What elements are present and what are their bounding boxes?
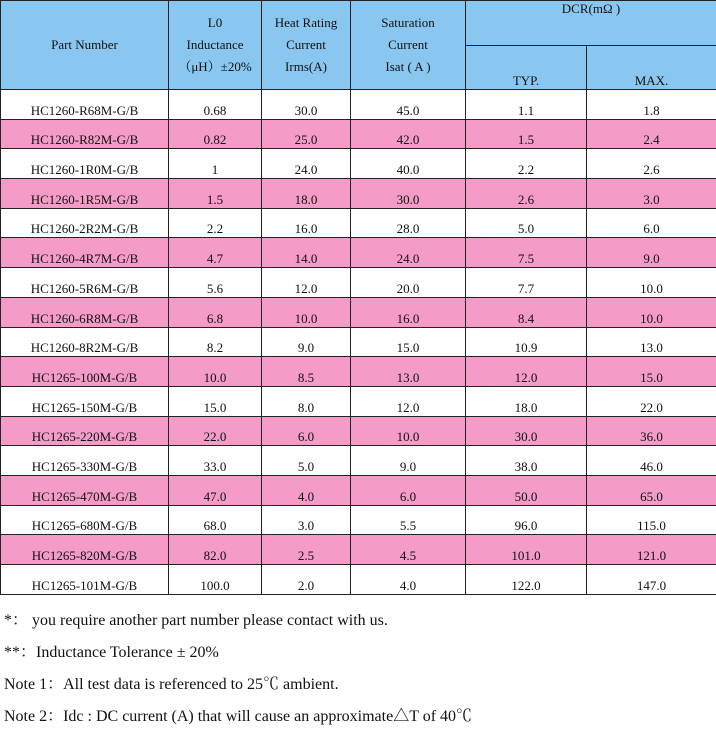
inductance-cell: 33.0 <box>169 446 262 476</box>
saturation-cell: 30.0 <box>351 179 466 209</box>
inductance-cell: 2.2 <box>169 208 262 238</box>
saturation-cell: 15.0 <box>351 327 466 357</box>
table-row <box>1 268 716 298</box>
heat-rating-cell: 14.0 <box>262 238 351 268</box>
dcr-typ-cell: 12.0 <box>466 357 587 387</box>
note-line: **：Inductance Tolerance ± 20% <box>4 640 714 672</box>
heat-rating-header-line3: Irms(A) <box>285 59 327 74</box>
inductance-cell: 5.6 <box>169 268 262 298</box>
dcr-max-cell: 6.0 <box>587 208 716 238</box>
heat-rating-cell: 18.0 <box>262 179 351 209</box>
saturation-cell: 12.0 <box>351 386 466 416</box>
heat-rating-cell: 9.0 <box>262 327 351 357</box>
dcr-max-cell: 147.0 <box>587 565 716 595</box>
part-number-cell: HC1265-470M-G/B <box>1 475 169 505</box>
part-number-cell: HC1260-8R2M-G/B <box>1 327 169 357</box>
inductance-cell: 68.0 <box>169 505 262 535</box>
note-line: *： you require another part number please contact with us. <box>4 608 714 640</box>
inductance-cell: 6.8 <box>169 297 262 327</box>
table-row <box>1 505 716 535</box>
dcr-typ-cell: 122.0 <box>466 565 587 595</box>
part-number-cell: HC1260-1R5M-G/B <box>1 179 169 209</box>
part-number-cell: HC1260-1R0M-G/B <box>1 149 169 179</box>
table-row <box>1 446 716 476</box>
table-row <box>1 179 716 209</box>
heat-rating-cell: 8.5 <box>262 357 351 387</box>
dcr-header: DCR(mΩ ) <box>466 1 716 46</box>
dcr-typ-cell: 10.9 <box>466 327 587 357</box>
dcr-typ-cell: 18.0 <box>466 386 587 416</box>
dcr-typ-cell: 8.4 <box>466 297 587 327</box>
dcr-typ-header: TYP. <box>466 46 587 90</box>
part-number-cell: HC1260-5R6M-G/B <box>1 268 169 298</box>
inductance-header-line2: Inductance <box>186 37 243 52</box>
heat-rating-cell: 24.0 <box>262 149 351 179</box>
heat-rating-cell: 2.0 <box>262 565 351 595</box>
table-row <box>1 119 716 149</box>
table-row <box>1 297 716 327</box>
saturation-cell: 4.5 <box>351 535 466 565</box>
inductance-cell: 1 <box>169 149 262 179</box>
heat-rating-cell: 6.0 <box>262 416 351 446</box>
part-number-cell: HC1265-101M-G/B <box>1 565 169 595</box>
dcr-max-cell: 36.0 <box>587 416 716 446</box>
table-row <box>1 149 716 179</box>
table-header <box>1 1 716 90</box>
inductance-header-line3: （μH）±20% <box>178 59 251 74</box>
dcr-typ-cell: 5.0 <box>466 208 587 238</box>
heat-rating-header-line2: Current <box>286 37 326 52</box>
dcr-typ-cell: 7.5 <box>466 238 587 268</box>
table-row <box>1 565 716 595</box>
inductance-cell: 82.0 <box>169 535 262 565</box>
heat-rating-cell: 8.0 <box>262 386 351 416</box>
dcr-typ-cell: 7.7 <box>466 268 587 298</box>
part-number-cell: HC1260-R82M-G/B <box>1 119 169 149</box>
heat-rating-cell: 10.0 <box>262 297 351 327</box>
saturation-cell: 5.5 <box>351 505 466 535</box>
part-number-header: Part Number <box>1 1 169 90</box>
part-number-cell: HC1265-150M-G/B <box>1 386 169 416</box>
saturation-cell: 6.0 <box>351 475 466 505</box>
heat-rating-header-line1: Heat Rating <box>275 15 337 30</box>
saturation-cell: 9.0 <box>351 446 466 476</box>
saturation-header <box>351 1 466 90</box>
heat-rating-header <box>262 1 351 90</box>
part-number-cell: HC1260-R68M-G/B <box>1 90 169 120</box>
part-number-cell: HC1260-2R2M-G/B <box>1 208 169 238</box>
dcr-max-cell: 2.4 <box>587 119 716 149</box>
table-row <box>1 90 716 120</box>
inductance-cell: 4.7 <box>169 238 262 268</box>
dcr-max-cell: 9.0 <box>587 238 716 268</box>
inductance-header <box>169 1 262 90</box>
saturation-cell: 40.0 <box>351 149 466 179</box>
heat-rating-cell: 3.0 <box>262 505 351 535</box>
dcr-max-cell: 3.0 <box>587 179 716 209</box>
table-row <box>1 475 716 505</box>
saturation-header-line2: Current <box>388 37 428 52</box>
part-number-cell: HC1260-4R7M-G/B <box>1 238 169 268</box>
table-body <box>1 90 716 595</box>
dcr-max-cell: 13.0 <box>587 327 716 357</box>
dcr-max-cell: 65.0 <box>587 475 716 505</box>
inductance-cell: 22.0 <box>169 416 262 446</box>
dcr-typ-cell: 96.0 <box>466 505 587 535</box>
inductance-cell: 10.0 <box>169 357 262 387</box>
part-number-cell: HC1265-820M-G/B <box>1 535 169 565</box>
table-row <box>1 535 716 565</box>
saturation-cell: 45.0 <box>351 90 466 120</box>
table-row <box>1 327 716 357</box>
heat-rating-cell: 4.0 <box>262 475 351 505</box>
saturation-cell: 10.0 <box>351 416 466 446</box>
saturation-cell: 4.0 <box>351 565 466 595</box>
table-row <box>1 386 716 416</box>
note-line: Note 2：Idc : DC current (A) that will cause an approximate△T of 40℃ <box>4 704 714 736</box>
dcr-typ-cell: 2.2 <box>466 149 587 179</box>
saturation-cell: 42.0 <box>351 119 466 149</box>
part-number-cell: HC1265-330M-G/B <box>1 446 169 476</box>
notes <box>4 608 714 736</box>
dcr-max-cell: 1.8 <box>587 90 716 120</box>
part-number-cell: HC1260-6R8M-G/B <box>1 297 169 327</box>
dcr-typ-cell: 1.5 <box>466 119 587 149</box>
note-line: Note 1：All test data is referenced to 25℃ ambient. <box>4 672 714 704</box>
table-row <box>1 357 716 387</box>
heat-rating-cell: 30.0 <box>262 90 351 120</box>
saturation-cell: 13.0 <box>351 357 466 387</box>
inductance-header-line1: L0 <box>208 15 222 30</box>
heat-rating-cell: 12.0 <box>262 268 351 298</box>
inductance-cell: 8.2 <box>169 327 262 357</box>
dcr-max-cell: 10.0 <box>587 268 716 298</box>
heat-rating-cell: 16.0 <box>262 208 351 238</box>
dcr-typ-cell: 30.0 <box>466 416 587 446</box>
dcr-max-cell: 2.6 <box>587 149 716 179</box>
dcr-typ-cell: 2.6 <box>466 179 587 209</box>
dcr-typ-cell: 50.0 <box>466 475 587 505</box>
table-row <box>1 208 716 238</box>
inductance-cell: 47.0 <box>169 475 262 505</box>
heat-rating-cell: 2.5 <box>262 535 351 565</box>
inductance-cell: 15.0 <box>169 386 262 416</box>
dcr-max-cell: 10.0 <box>587 297 716 327</box>
saturation-header-line3: Isat ( A ) <box>385 59 430 74</box>
dcr-max-header: MAX. <box>587 46 716 90</box>
inductance-cell: 1.5 <box>169 179 262 209</box>
inductance-cell: 100.0 <box>169 565 262 595</box>
dcr-max-cell: 22.0 <box>587 386 716 416</box>
dcr-typ-cell: 1.1 <box>466 90 587 120</box>
inductance-cell: 0.82 <box>169 119 262 149</box>
dcr-max-cell: 15.0 <box>587 357 716 387</box>
table-row <box>1 238 716 268</box>
saturation-cell: 20.0 <box>351 268 466 298</box>
dcr-max-cell: 121.0 <box>587 535 716 565</box>
saturation-cell: 24.0 <box>351 238 466 268</box>
saturation-header-line1: Saturation <box>381 15 434 30</box>
heat-rating-cell: 5.0 <box>262 446 351 476</box>
dcr-max-cell: 46.0 <box>587 446 716 476</box>
dcr-typ-cell: 101.0 <box>466 535 587 565</box>
heat-rating-cell: 25.0 <box>262 119 351 149</box>
saturation-cell: 28.0 <box>351 208 466 238</box>
dcr-typ-cell: 38.0 <box>466 446 587 476</box>
table-row <box>1 416 716 446</box>
dcr-max-cell: 115.0 <box>587 505 716 535</box>
saturation-cell: 16.0 <box>351 297 466 327</box>
inductance-cell: 0.68 <box>169 90 262 120</box>
part-number-cell: HC1265-220M-G/B <box>1 416 169 446</box>
part-number-cell: HC1265-680M-G/B <box>1 505 169 535</box>
part-number-cell: HC1265-100M-G/B <box>1 357 169 387</box>
